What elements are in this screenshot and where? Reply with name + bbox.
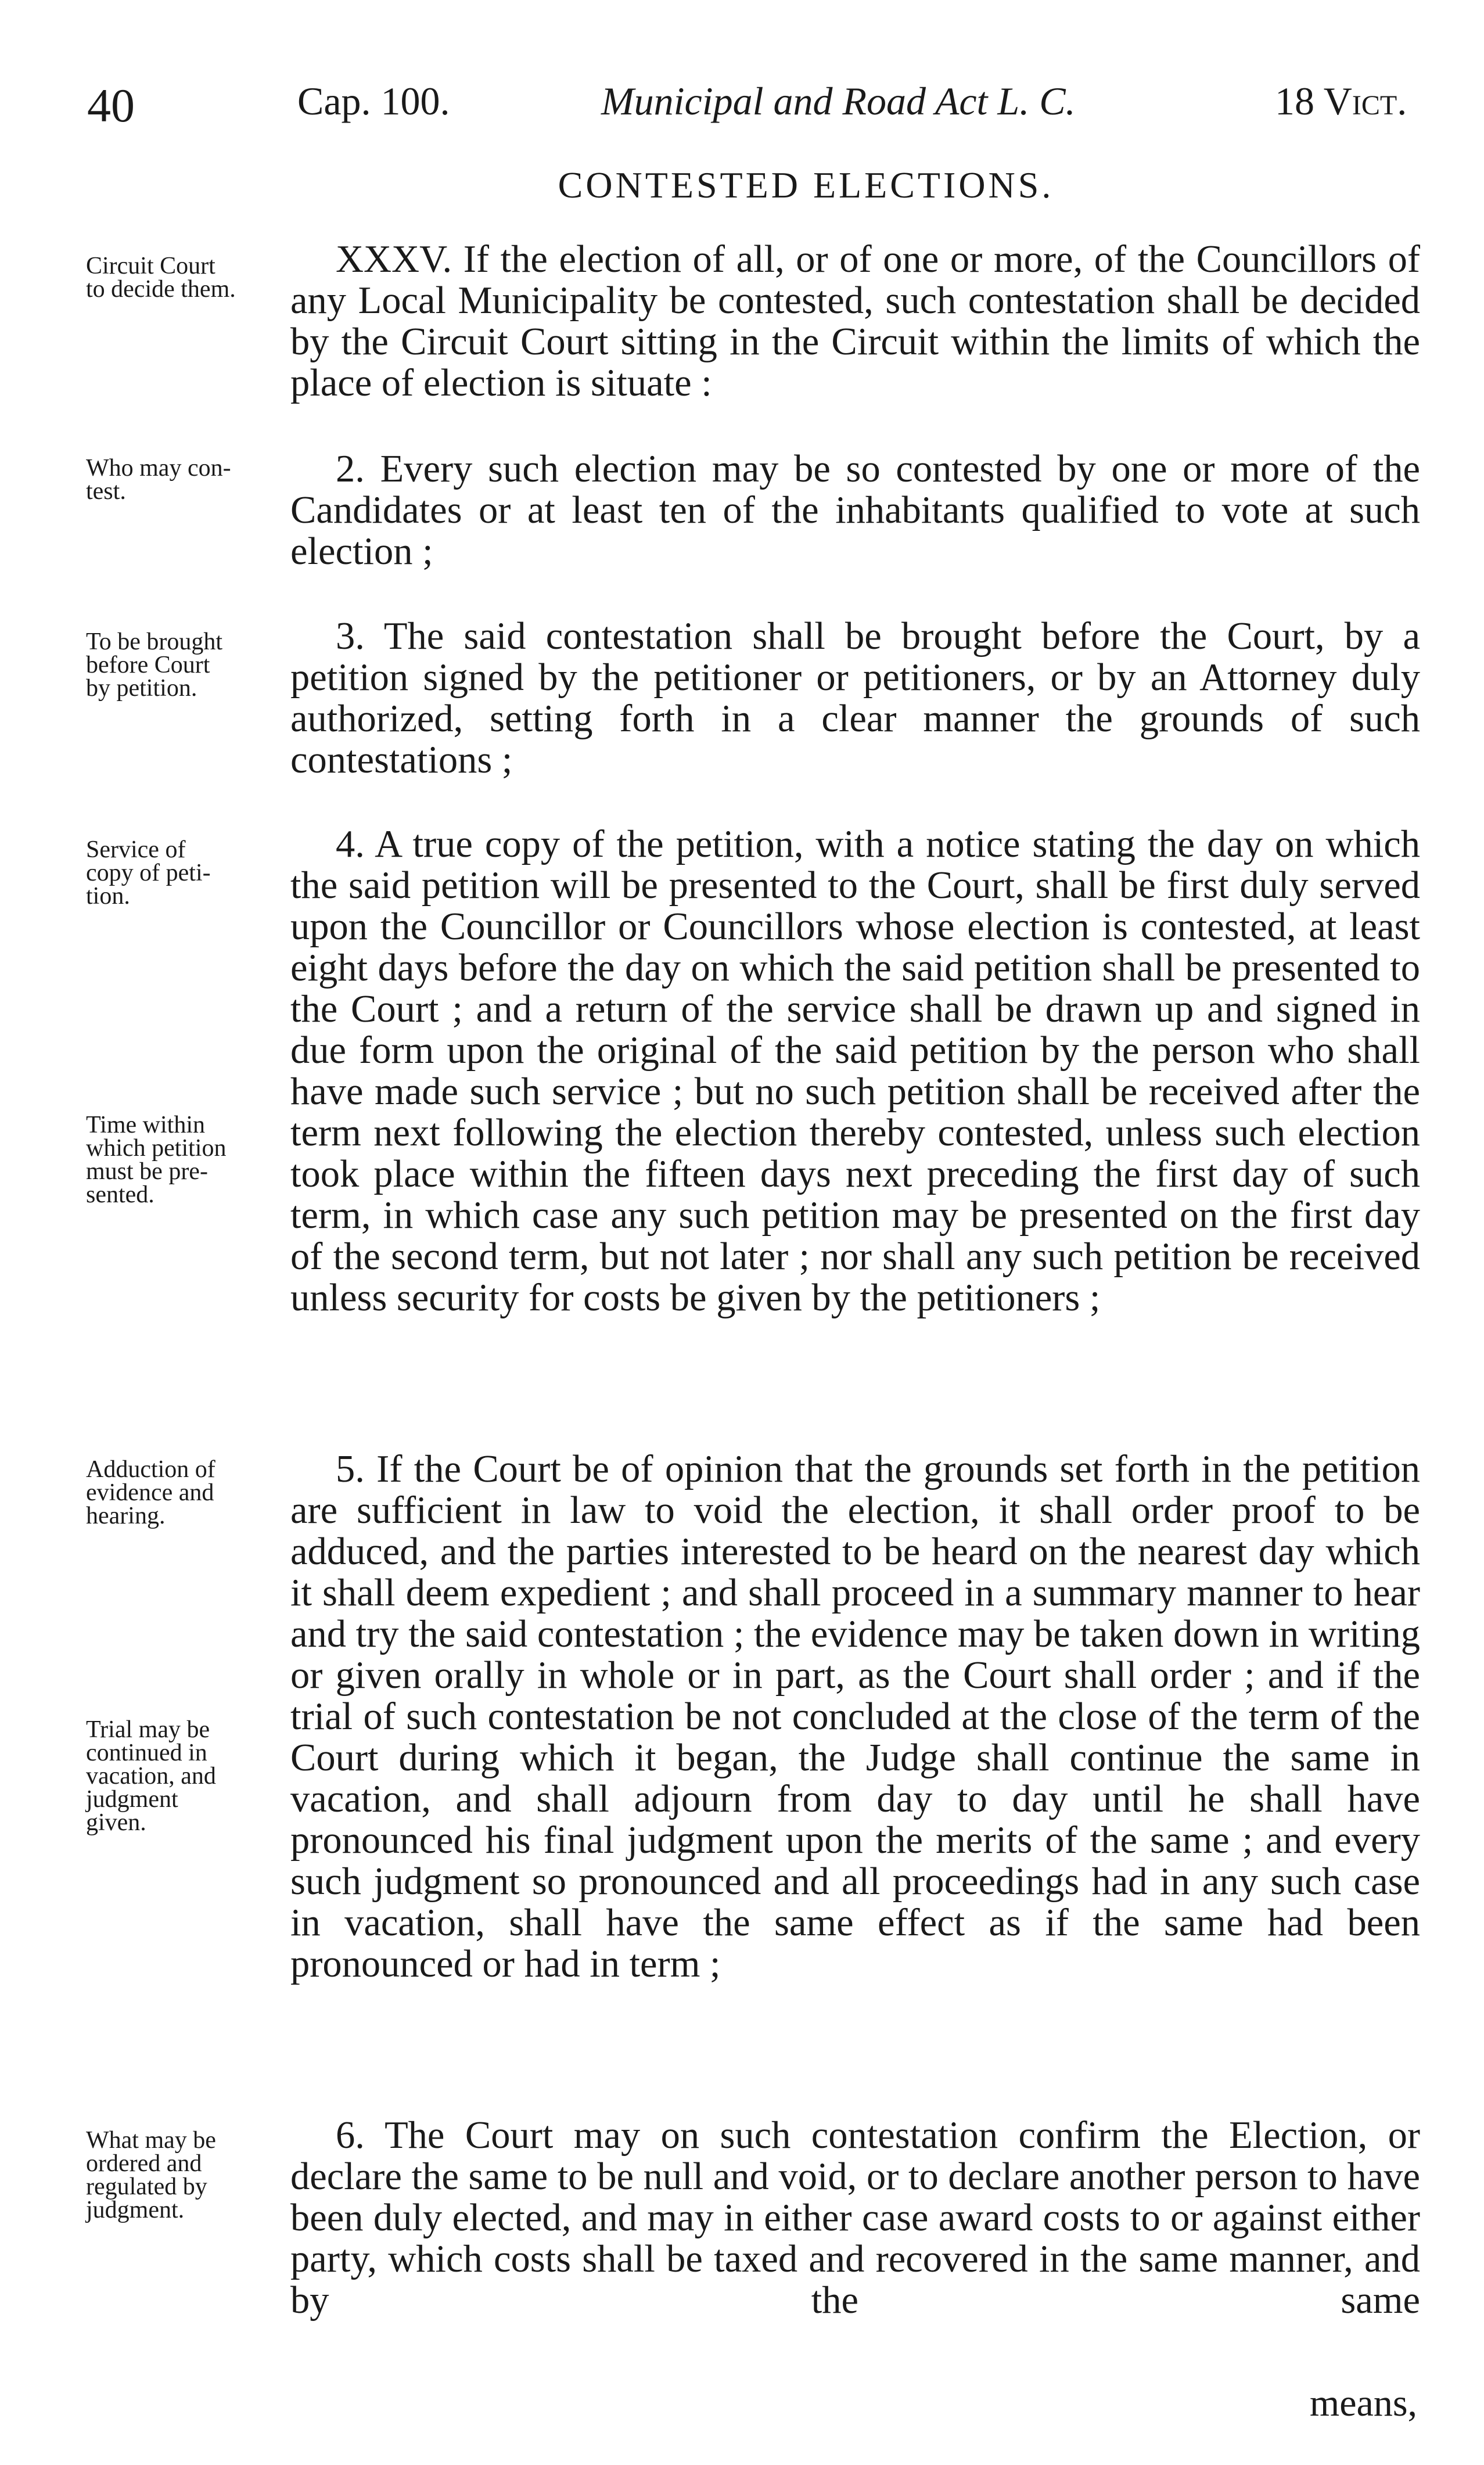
sidenote: Circuit Court to decide them. xyxy=(86,253,236,303)
sidenote: Adduction of evidence and hearing. xyxy=(86,1456,215,1529)
section-title: CONTESTED ELECTIONS. xyxy=(558,164,1054,206)
paragraph-text: 5. If the Court be of opinion that the grounds set forth in the petition are sufficient in law to void the election, it shall order proof to be adduced, and the parties interested to be heard on the nearest day which it shall deem expedient ; and shall proceed in a summary manner to hear and try the said contestation ; the evidence may be taken down in writing or given orally in whole or in part, as the Court shall order ; and if the trial of such contestation be not concluded at the close of the term of the Court during which it began, the Judge shall continue the same in vacation, and shall adjourn from day to day until he shall have pronounced his final judgment upon the merits of the same ; and every such judgment so pronounced and all proceedings had in any such case in vacation, shall have the same effect as if the same had been pronounced or had in term ; xyxy=(290,1448,1420,1985)
catchword: means, xyxy=(1309,2382,1417,2424)
sidenote: Time within which petition must be pre- sented. xyxy=(86,1112,227,1208)
sidenote: To be brought before Court by petition. xyxy=(86,628,223,702)
sidenote: Who may con- test. xyxy=(86,455,231,505)
running-header xyxy=(0,78,1484,142)
paragraph-text: 2. Every such election may be so contested by one or more of the Candidates or at least ten of the inhabitants qualified to vote at such election ; xyxy=(290,448,1420,573)
paragraph-text: 3. The said contestation shall be brought before the Court, by a petition signed by the petitioner or petitioners, or by an Attorney duly authorized, setting forth in a clear manner the grounds of such contestations ; xyxy=(290,615,1420,781)
sidenote: What may be ordered and regulated by judgment. xyxy=(86,2127,216,2223)
regnal-year: 18 Vict. xyxy=(1275,79,1407,123)
act-title: Municipal and Road Act L. C. xyxy=(601,79,1076,123)
paragraph-text: 4. A true copy of the petition, with a notice stating the day on which the said petition will be presented to the Court, shall be first duly served upon the Councillor or Councillors whose election is contested, at least eight days before the day on which the said petition shall be presented to the Court ; and a return of the service shall be drawn up and signed in due form upon the original of the said petition by the person who shall have made such service ; but no such petition shall be received after the term next following the election thereby contested, unless such election took place within the fifteen days next preceding the first day of such term, in which case any such petition may be presented on the first day of the second term, but not later ; nor shall any such petition be received unless security for costs be given by the petitioners ; xyxy=(290,823,1420,1319)
page-number: 40 xyxy=(87,79,135,132)
chapter-reference: Cap. 100. xyxy=(297,79,450,123)
paragraph-text: XXXV. If the election of all, or of one or more, of the Councillors of any Local Municipality be contested, such contestation shall be decided by the Circuit Court sitting in the Circuit within the limits of which the place of election is situate : xyxy=(290,238,1420,404)
sidenote: Service of copy of peti- tion. xyxy=(86,836,211,910)
paragraph-text: 6. The Court may on such contestation confirm the Election, or declare the same to be null and void, or to declare another person to have been duly elected, and may in either case award costs to or against either party, which costs shall be taxed and recovered in the same manner, and by the same xyxy=(290,2114,1420,2322)
sidenote: Trial may be continued in vacation, and judgment given. xyxy=(86,1716,216,1836)
